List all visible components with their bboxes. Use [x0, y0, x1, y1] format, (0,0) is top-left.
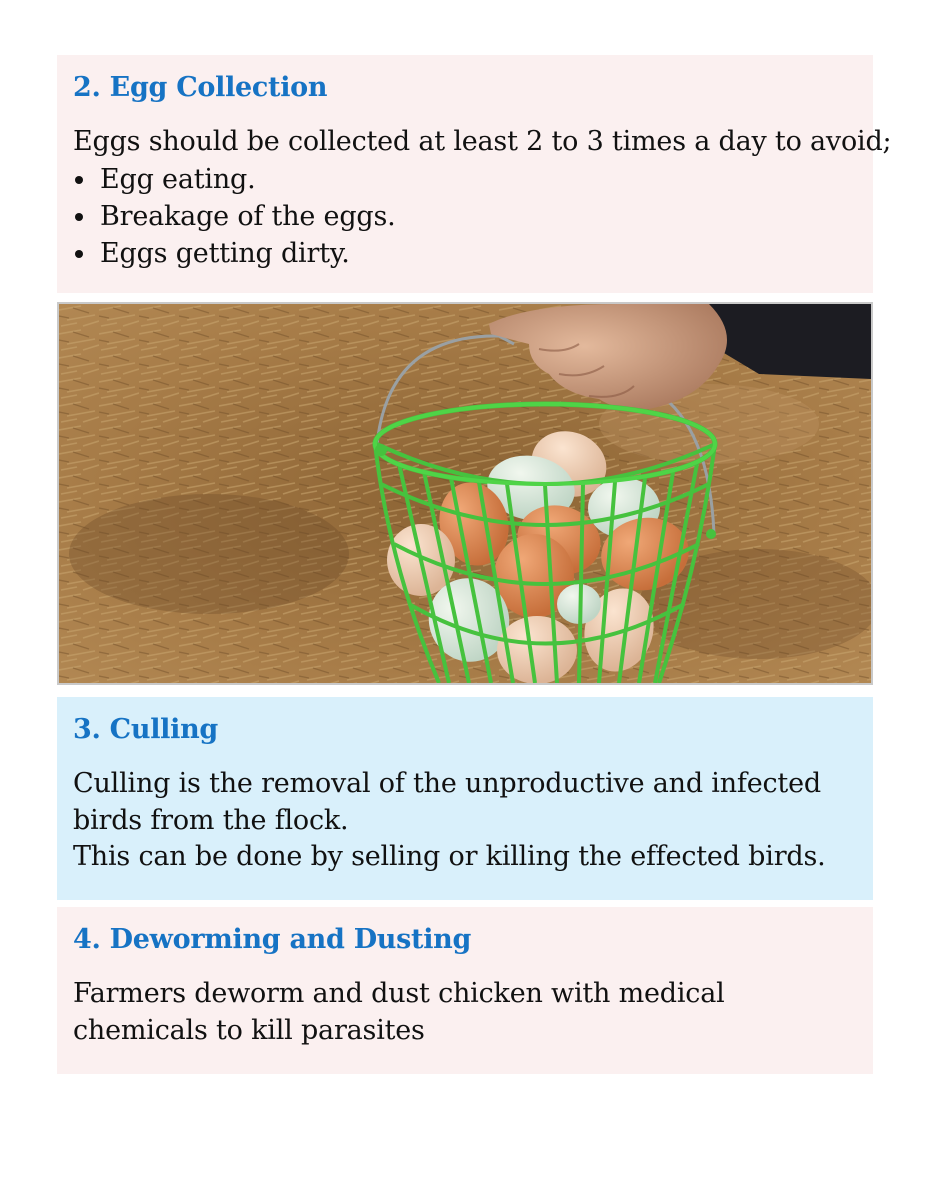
deworming-heading: 4. Deworming and Dusting — [73, 924, 472, 955]
egg-collection-section — [57, 55, 892, 293]
culling-heading: 3. Culling — [73, 714, 218, 745]
bullet-icon — [75, 176, 83, 184]
culling-section — [57, 697, 873, 900]
egg-basket-photo — [57, 302, 873, 685]
egg-collection-heading: 2. Egg Collection — [73, 72, 328, 103]
deworming-section — [57, 907, 873, 1074]
egg-collection-list — [73, 161, 853, 272]
culling-line-1: Culling is the removal of the unproductive and infected birds from the flock. — [73, 768, 821, 836]
list-item: Egg eating. — [73, 161, 853, 198]
egg-collection-intro: Eggs should be collected at least 2 to 3 times a day to avoid; — [73, 126, 892, 157]
deworming-body: Farmers deworm and dust chicken with medical chemicals to kill parasites — [73, 978, 725, 1046]
bullet-icon — [75, 250, 83, 258]
list-item: Breakage of the eggs. — [73, 198, 853, 235]
culling-line-2: This can be done by selling or killing the effected birds. — [73, 841, 826, 872]
list-item: Eggs getting dirty. — [73, 235, 853, 272]
bullet-icon — [75, 213, 83, 221]
